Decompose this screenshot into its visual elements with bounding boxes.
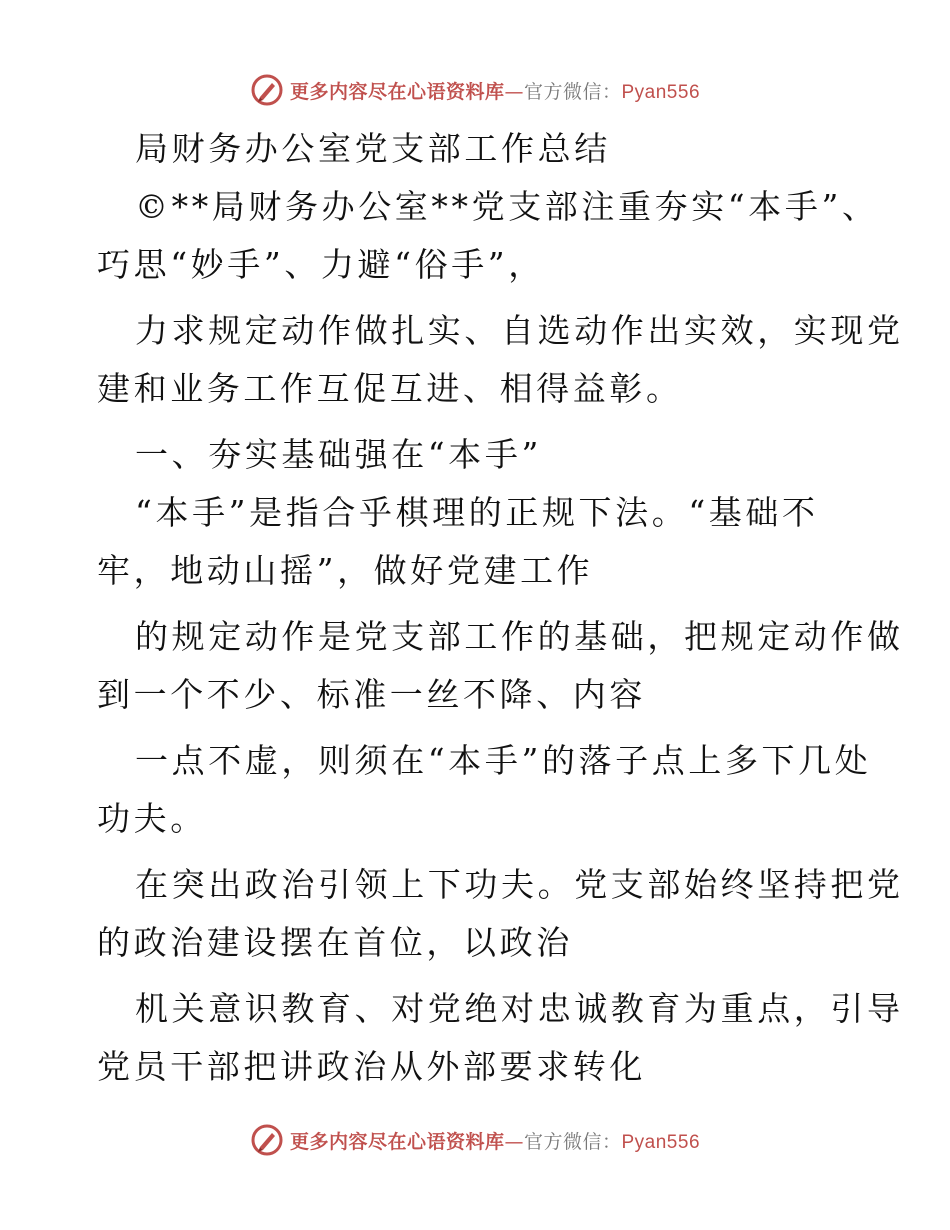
watermark-dash: — — [504, 80, 524, 103]
section-heading: 一、夯实基础强在“本手” — [135, 435, 542, 474]
watermark-wechat-label: 官方微信： — [523, 1130, 622, 1153]
watermark-text — [290, 77, 700, 104]
doc-line: 的规定动作是党支部工作的基础，把规定动作做 — [135, 617, 904, 656]
watermark-banner-top — [0, 70, 950, 110]
watermark-main-text: 更多内容尽在心语资料库 — [289, 80, 505, 103]
doc-line: 机关意识教育、对党绝对忠诚教育为重点，引导 — [135, 989, 904, 1028]
pen-circle-logo-icon — [250, 73, 284, 107]
watermark-banner-bottom — [0, 1120, 950, 1160]
doc-line: ©**局财务办公室**党支部注重夯实“本手”、 — [135, 187, 879, 226]
doc-line: 一点不虚，则须在“本手”的落子点上多下几处 — [135, 741, 872, 780]
doc-line: 力求规定动作做扎实、自选动作出实效，实现党 — [135, 311, 904, 350]
watermark-wechat-id: Pyan556 — [621, 1131, 701, 1153]
doc-line: “本手”是指合乎棋理的正规下法。“基础不 — [135, 493, 819, 532]
watermark-text — [290, 1127, 700, 1154]
doc-line: 巧思“妙手”、力避“俗手”， — [97, 245, 545, 284]
watermark-wechat-id: Pyan556 — [621, 81, 701, 103]
doc-line: 到一个不少、标准一丝不降、内容 — [97, 675, 646, 714]
watermark-wechat-label: 官方微信： — [523, 80, 622, 103]
watermark-dash: — — [504, 1130, 524, 1153]
watermark-main-text: 更多内容尽在心语资料库 — [289, 1130, 505, 1153]
pen-circle-logo-icon — [250, 1123, 284, 1157]
doc-line: 牢，地动山摇”，做好党建工作 — [97, 551, 594, 590]
doc-line: 功夫。 — [97, 799, 207, 838]
document-body — [97, 120, 904, 1096]
doc-line: 建和业务工作互促互进、相得益彰。 — [97, 369, 683, 408]
doc-line: 在突出政治引领上下功夫。党支部始终坚持把党 — [135, 865, 904, 904]
doc-line: 的政治建设摆在首位，以政治 — [97, 923, 573, 962]
doc-line: 党员干部把讲政治从外部要求转化 — [97, 1047, 646, 1086]
doc-title: 局财务办公室党支部工作总结 — [135, 129, 611, 168]
